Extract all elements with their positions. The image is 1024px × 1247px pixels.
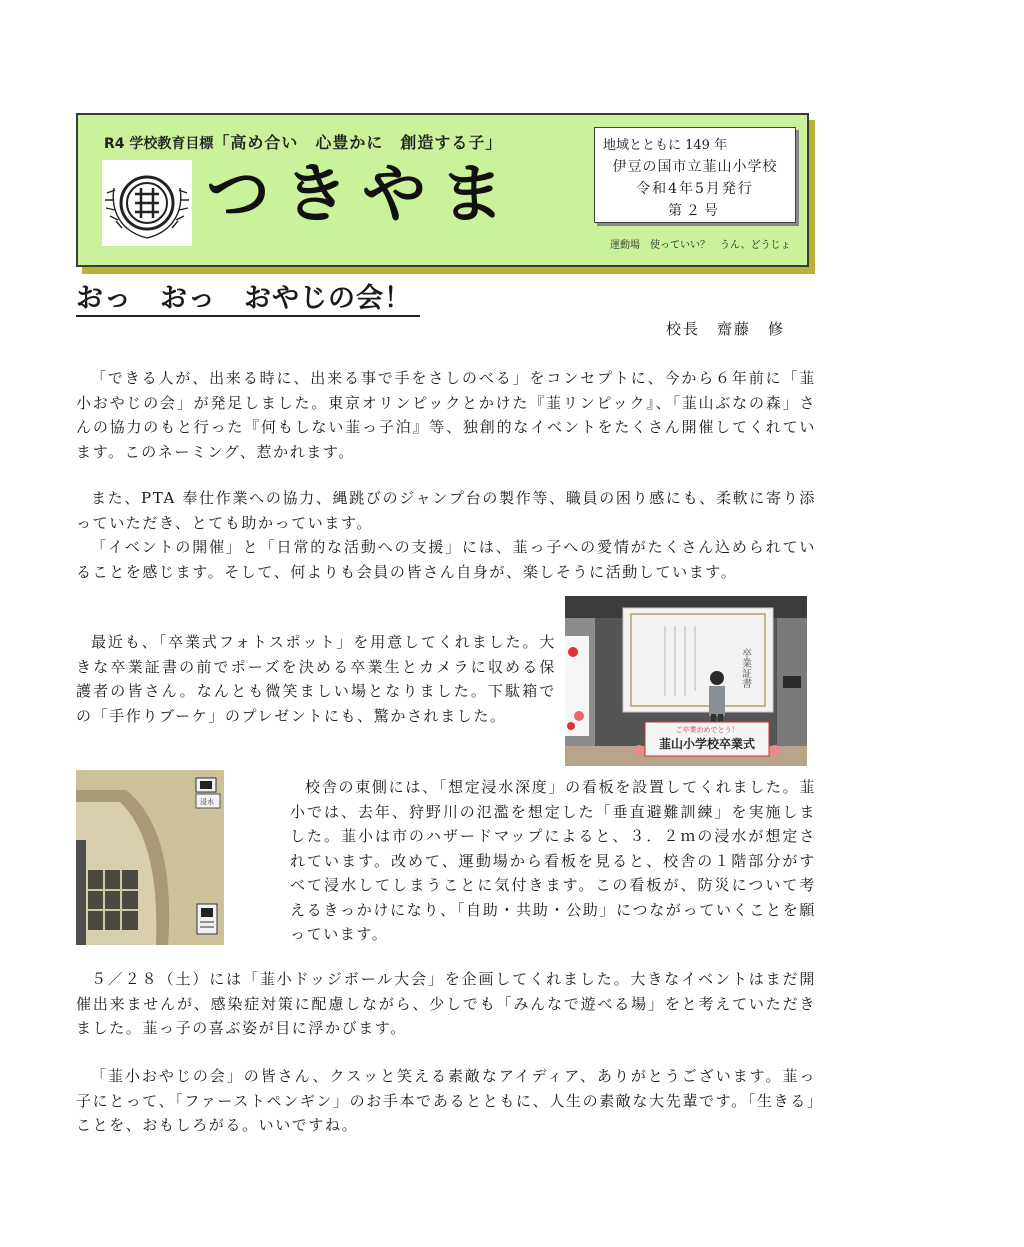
certificate-title: 卒業証書: [739, 648, 751, 688]
school-goal-prefix: R4 学校教育目標: [104, 136, 214, 152]
paragraph-7: 「韮小おやじの会」の皆さん、クスッと笑える素敵なアイディア、ありがとうございます。韮っ子にとって、「ファーストペンギン」のお手本であるとともに、人生の素敵な大先輩です。「生きる」ことを、おもしろがる。いいですね。: [76, 1067, 816, 1134]
photo-sign-top: ご卒業おめでとう！: [675, 726, 739, 734]
masthead: [76, 113, 809, 267]
paragraph-2: また、PTA 奉仕作業への協力、縄跳びのジャンプ台の製作等、職員の困り感にも、柔軟に寄り添っていただき、とても助かっています。: [76, 489, 816, 532]
article-author: 校長 齋藤 修: [666, 320, 786, 338]
newsletter-title: つきやま: [206, 158, 518, 232]
issue-info-box: [594, 127, 796, 223]
school-emblem-icon: [102, 160, 192, 246]
header-tagline: 運動場 使っていい？ うん、どうじょ: [610, 240, 791, 251]
flood-sign-label: 浸水: [200, 798, 214, 806]
paragraph-6: ５／２８（土）には「韮小ドッジボール大会」を企画してくれました。大きなイベントはまだ開催出来ませんが、感染症対策に配慮しながら、少しでも「みんなで遊べる場」をと考えていただきました。韮っ子の喜ぶ姿が目に浮かびます。: [76, 970, 816, 1037]
paragraph-5: 校舎の東側には、「想定浸水深度」の看板を設置してくれました。韮小では、去年、狩野川の氾濫を想定した「垂直避難訓練」を実施しました。韮小は市のハザードマップによると、３．２ｍの浸水が想定されています。改めて、運動場から看板を見ると、校舎の１階部分がすべて浸水してしまうことに気付きます。この看板が、防災について考えるきっかけになり、「自助・共助・公助」につながっていくことを願っています。: [290, 778, 816, 943]
school-goal: [104, 130, 502, 153]
flood-depth-sign-image: [76, 770, 224, 945]
graduation-photo-spot-image: [565, 596, 807, 766]
school-goal-text: 「高め合い 心豊かに 創造する子」: [213, 133, 503, 152]
issue-number: 第２号: [668, 203, 722, 219]
article-headline: おっ おっ おやじの会！: [76, 283, 420, 317]
school-name: 伊豆の国市立韮山小学校: [612, 159, 778, 175]
issue-date: 令和4年5月発行: [636, 181, 754, 197]
photo-sign-main: 韮山小学校卒業式: [658, 737, 756, 751]
issue-history: 地域とともに 149 年: [603, 138, 728, 153]
paragraph-4: 最近も、「卒業式フォトスポット」を用意してくれました。大きな卒業証書の前でポーズを決める卒業生とカメラに収める保護者の皆さん。なんとも微笑ましい場となりました。下駄箱での「手作りブーケ」のプレゼントにも、驚かされました。: [76, 633, 556, 725]
paragraph-3: 「イベントの開催」と「日常的な活動への支援」には、韮っ子への愛情がたくさん込められていることを感じます。そして、何よりも会員の皆さん自身が、楽しそうに活動しています。: [76, 538, 816, 581]
paragraph-1: 「できる人が、出来る時に、出来る事で手をさしのべる」をコンセプトに、今から６年前に「韮小おやじの会」が発足しました。東京オリンピックとかけた『韮リンピック』、「韮山ぶなの森」さんの協力のもと行った『何もしない韮っ子泊』等、独創的なイベントをたくさん開催してくれています。このネーミング、惹かれます。: [76, 369, 816, 461]
